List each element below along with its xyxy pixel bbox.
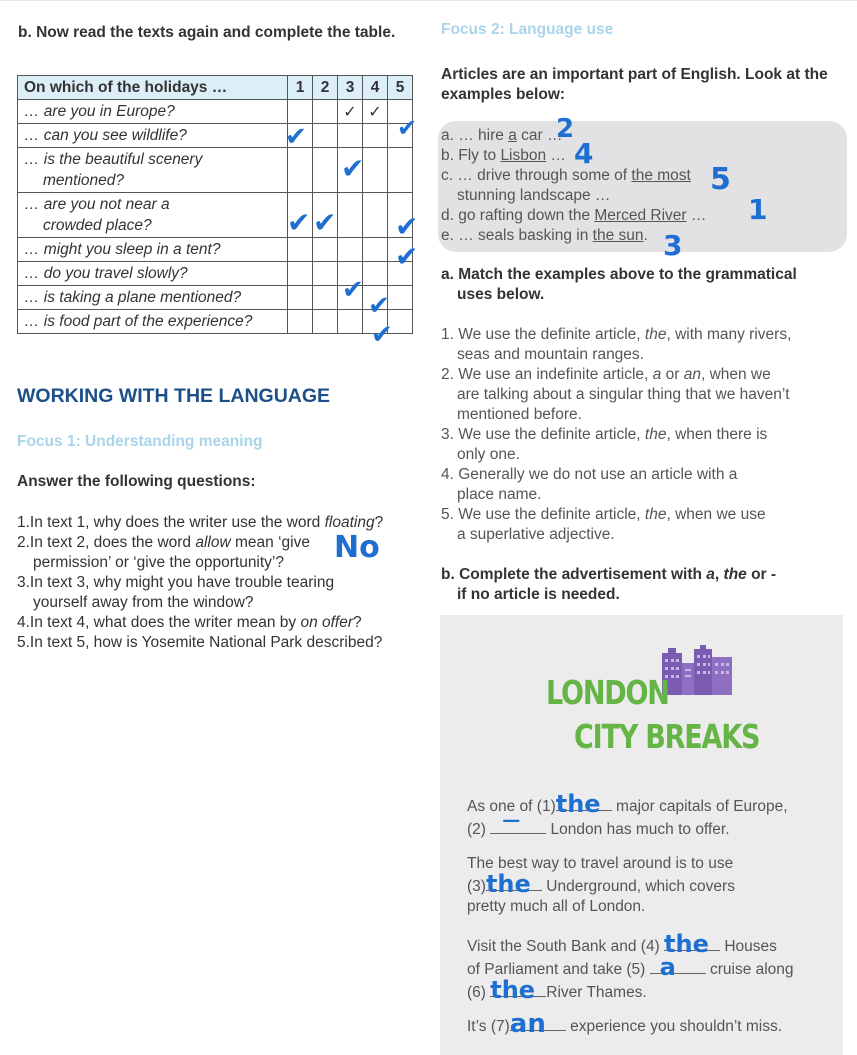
handwritten-answer: — [502,810,521,831]
complete-instruction: b. Complete the advertisement with a, the or - if no article is needed. [441,566,777,603]
use-item: 3. We use the definite article, the, when there is [441,426,768,443]
use-item: 2. We use an indefinite article, a or an, when we [441,366,771,383]
handwritten-answer: an [509,1009,546,1039]
handwritten-tick: ✔ [313,206,337,239]
row-question: … can you see wildlife? [18,124,288,148]
row-question: … might you sleep in a tent? [18,238,288,262]
handwritten-tick: ✔ [285,122,307,152]
example-item: b. Fly to Lisbon … [441,147,566,164]
ad-paragraph-3: Visit the South Bank and (4) the Houses of Parliament and take (5) a cruise along (6) the River Thames. [467,930,794,1004]
ad-paragraph-4: It’s (7) an experience you shouldn’t miss. [467,1009,783,1039]
handwritten-tick: ✔ [371,320,393,350]
handwritten-tick: ✔ [397,114,418,142]
handwritten-answer: the [485,870,531,898]
handwritten-tick: ✔ [368,291,390,321]
handwritten-tick: ✔ [287,206,311,239]
handwritten-number: 1 [748,193,768,226]
example-item: e. … seals basking in the sun. [441,227,648,244]
question-item: 5.In text 5, how is Yosemite National Park described? [17,634,383,651]
question-item: 4.In text 4, what does the writer mean by on offer? [17,614,362,631]
focus2-heading: Focus 2: Language use [441,21,614,38]
ad-paragraph-2: The best way to travel around is to use (3) the Underground, which covers pretty much all of London. [467,855,735,915]
col-3: 3 [338,76,363,100]
handwritten-tick: ✔ [395,240,419,273]
uses-list: 1. We use the definite article, the, with many rivers, seas and mountain ranges. 2. We use an indefinite article, a or an, when we are talking about a singular thing that we haven’t mentioned before. 3. We use the definite article, the, when there is only one. 4. Generally we do not use an article with a place name. 5. We use the definite article, the, when we use a superlative adjective. [441,325,841,545]
ad-paragraph-1: As one of (1) the major capitals of Europe, (2) — London has much to offer. [467,790,788,838]
table-row [18,124,413,148]
section-title: WORKING WITH THE LANGUAGE [17,385,331,407]
instruction-b: b. Now read the texts again and complete the table. [18,24,396,41]
row-question: … is food part of the experience? [18,310,288,334]
example-item: d. go rafting down the Merced River … [441,207,707,224]
logo-london: LONDON [546,673,669,712]
row-question: … are you in Europe? [18,100,288,124]
focus1-heading: Focus 1: Understanding meaning [17,433,263,450]
question-item: 3.In text 3, why might you have trouble tearing [17,574,335,591]
table-header-row [18,76,413,100]
logo-city-breaks: CITY BREAKS [574,717,760,756]
table-header: On which of the holidays … [18,76,288,100]
question-item: 1.In text 1, why does the writer use the word floating? [17,514,384,531]
handwritten-tick: ✔ [341,152,365,185]
row-question: … is taking a plane mentioned? [18,286,288,310]
handwritten-answer: the [664,930,709,958]
col-1: 1 [288,76,313,100]
example-item: c. … drive through some of the most [441,167,691,184]
use-item: 4. Generally we do not use an article with a [441,466,738,483]
handwritten-answer: a [659,953,676,981]
examples-list: a. … hire a car … b. Fly to Lisbon … c. … drive through some of the most stunning landscape … d. go rafting down the Merced River … e. … seals basking in the sun. [441,126,841,246]
handwritten-tick: ✔ [342,275,364,305]
col-4: 4 [363,76,388,100]
table-row [18,238,413,262]
row-question: … is the beautiful scenery mentioned? [18,148,288,193]
handwritten-number: 4 [574,137,594,170]
handwritten-number: 5 [710,162,731,197]
use-item: 5. We use the definite article, the, when we use [441,506,766,523]
match-instruction: a. Match the examples above to the grammatical uses below. [441,266,797,303]
top-rule [0,0,857,1]
table-row [18,193,413,238]
handwritten-number: 2 [556,114,575,144]
question-list: 1.In text 1, why does the writer use the word floating? 2.In text 2, does the word allow mean ‘give permission’ or ‘give the opportunity’? 3.In text 3, why might you have trouble tearing yourself away from the window? 4.In text 4, what does the writer mean by on offer? 5.In text 5, how is Yosemite National Park described? [17,513,427,653]
printed-tick: ✓ [363,100,388,124]
handwritten-answer: the [555,790,601,818]
question-item: 2.In text 2, does the word allow mean ‘give [17,534,310,551]
row-question: … are you not near a crowded place? [18,193,288,238]
city-buildings-icon [660,645,734,695]
handwritten-tick: ✔ [395,210,419,243]
example-item: a. … hire a car … [441,127,563,144]
col-5: 5 [388,76,413,100]
table-row [18,310,413,334]
articles-intro: Articles are an important part of English. Look at the examples below: [441,66,828,103]
handwritten-answer: the [490,976,536,1004]
use-item: 1. We use the definite article, the, with many rivers, [441,326,792,343]
handwritten-number: 3 [663,229,683,262]
table-row [18,100,413,124]
row-question: … do you travel slowly? [18,262,288,286]
printed-tick: ✓ [338,100,363,124]
col-2: 2 [313,76,338,100]
answer-heading: Answer the following questions: [17,473,256,490]
handwritten-no: No [334,530,380,565]
